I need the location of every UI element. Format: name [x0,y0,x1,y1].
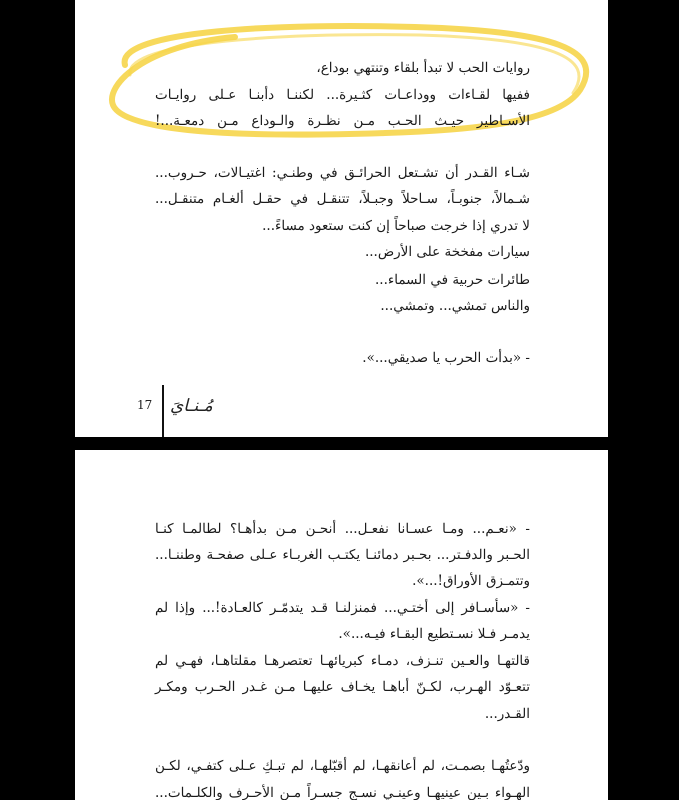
body-line-6: والناس تمشي... وتمشي... [380,298,530,314]
quote-line-3: الأسـاطير حيـث الحـب مـن نظـرة والـوداع مـن دمعـة...! [155,113,530,129]
book-page-bottom [75,450,608,800]
yellow-highlight-circle [85,5,605,155]
text-line-4: - «سأسـافر إلى أختـي... فمنزلنـا قـد يتدمّـر كالعـادة!... وإذا لم [155,600,530,616]
quote-line-2: ففيها لقـاءات ووداعـات كثـيرة... لكننـا دأبنـا عـلى روايـات [155,87,530,103]
text-line-8: القـدر... [484,706,530,722]
body-line-1: شـاء القـدر أن تشـتعل الحرائـق في وطنـي: اغتيـالات، حـروب... [155,165,530,181]
text-line-2: الحـبر والدفـتر... بحـبر دمائنـا يكتـب الغربـاء عـلى صفحـة وطننـا... [155,547,530,563]
text-line-3: وتتمـزق الأوراق!...». [412,573,530,589]
text-line-9: ودّعتُهـا بصمـت، لم أعانقهـا، لم أقبّلهـا، لم تبـكِ عـلى كتفـي، لكـن [155,758,530,774]
text-line-7: تتعـوّد الهـرب، لكـنّ أباهـا يخـاف عليهـا مـن غـدر الحـرب ومكـر [155,679,530,695]
text-line-1: - «نعـم... ومـا عسـانا نفعـل... أنحـن مـن بدأهـا؟ لطالمـا كنـا [155,521,530,537]
page-number: 17 [137,398,153,412]
text-line-10: الهـواء بـين عينيهـا وعينـي نسـج جسـراً مـن الأحـرف والكلـمات... [155,785,530,800]
running-title: مُـنـايَ [170,396,213,416]
body-line-7: - «بدأت الحرب يا صديقي...». [362,350,530,366]
text-line-5: يدمـر فـلا نسـتطيع البقـاء فيـه...». [338,626,530,642]
footer-divider [162,385,164,437]
text-line-6: قالتهـا والعـين تنـزف، دمـاء كبريائهـا تعتصرهـا مقلتاهـا، فهـي لم [155,653,530,669]
body-line-2: شـمالاً، جنوبـاً، سـاحلاً وجبـلاً، تتنقـل في حقـل ألغـام متنقـل... [155,191,530,207]
book-page-top [75,0,608,437]
body-line-3: لا تدري إذا خرجت صباحاً إن كنت ستعود مساءً... [262,218,530,234]
body-line-5: طائرات حربية في السماء... [374,272,530,288]
quote-line-1: روايات الحب لا تبدأ بلقاء وتنتهي بوداع، [316,60,530,76]
body-line-4: سيارات مفخخة على الأرض... [364,244,530,260]
